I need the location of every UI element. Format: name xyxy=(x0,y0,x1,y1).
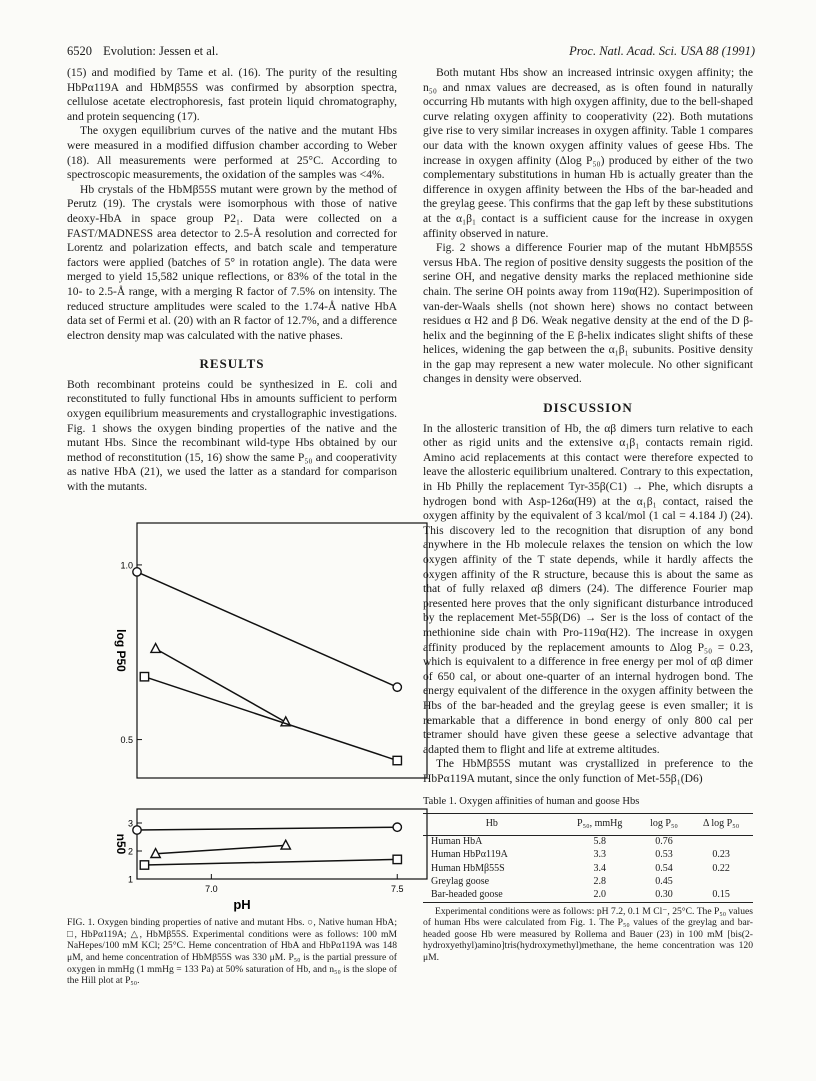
paragraph: The HbMβ55S mutant was crystallized in preference to the HbPα119A mutant, since the only function of Met-55β₁(D6) xyxy=(423,757,753,785)
header-left xyxy=(67,44,218,59)
table-cell: 0.30 xyxy=(639,889,689,903)
series-line xyxy=(156,648,286,721)
paragraph: Hb crystals of the HbMβ55S mutant were grown by the method of Perutz (19). The crystals were isomorphous with those of native deoxy-HbA in space group P2₁. Data were collected on a FAST/MADNESS area detector to 2.5-Å resolution and corrected for Lorentz and polarization effects, and batch scale and temperature factors were applied (batches of 5° in rotation angle). The data were merged to yield 15,582 unique reflections, or 83% of the total in the 10- to 2.5-Å range, with a merging R factor of 7.5% on intensity. The reduced structure amplitudes were scaled to the 1.74-Å native HbA data set of Fermi et al. (20) with an R factor of 12.7%, and a difference electron density map was calculated with the native phases. xyxy=(67,182,397,342)
table-cell: Human HbMβ55S xyxy=(431,862,505,874)
table-cell: 2.8 xyxy=(593,875,606,887)
series-circle xyxy=(133,823,402,834)
table-cell: Human HbA xyxy=(431,836,483,848)
figure-1-chart xyxy=(67,511,404,912)
table-cell: 0.54 xyxy=(655,862,673,874)
x-axis-label: pH xyxy=(233,896,251,912)
table-cell: 0.53 xyxy=(655,849,673,861)
table-footnote: Experimental conditions were as follows: pH 7.2, 0.1 M Cl⁻, 25°C. The P₅₀ values of human Hbs were calculated from Fig. 1. The P₅₀ values of the greylag and bar-headed goose Hb were measured by Rollema and Bauer (23) in 100 mM [bis(2-hydroxyethyl)amino]tris(hydroxymethyl)methane, the heme concentration was 120 μM. xyxy=(423,905,753,964)
data-point-circle xyxy=(133,825,141,833)
paragraph: The oxygen equilibrium curves of the native and the mutant Hbs were measured in a modified diffusion chamber according to Weber (18). All measurements were performed at 25°C. According to spectroscopic measurements, the oxidation of the samples was <4%. xyxy=(67,124,397,182)
table-header-cell: Δ log P₅₀ xyxy=(689,814,753,836)
paragraph: Fig. 2 shows a difference Fourier map of the mutant HbMβ55S versus HbA. The region of positive density suggests the position of the serine OH, and negative density marks the replaced methionine side chain. The serine OH points away from 119α(H2). Superimposition of van-der-Waals shells (not shown here) shows no contact between residues α H2 and β D6. Weak negative density at the end of the D β-helix and the beginning of the E β-helix indicates slight shifts of these helices, widening the gap between the α₁β₁ subunits. Positive density in the gap may represent a new water molecule. No other significant changes in density were observed. xyxy=(423,241,753,386)
table-cell xyxy=(689,875,753,888)
y-tick-label: 0.5 xyxy=(120,734,133,745)
table-row xyxy=(423,862,753,875)
figure-caption: FIG. 1. Oxygen binding properties of native and mutant Hbs. ○, Native human HbA; □, HbPα119A; △, HbMβ55S. Experimental conditions were as follows: 100 mM NaHepes/100 mM KCl; 25°C. Heme concentration of HbA and HbPα119A was 148 μM, and heme concentration of HbMβ55S was 330 μM. P₅₀ is the partial pressure of oxygen in mmHg (1 mmHg = 133 Pa) at 50% saturation of Hb, and n₅₀ is the slope of the Hill plot at P₅₀. xyxy=(67,917,397,987)
left-column xyxy=(67,66,404,987)
y-tick-label: 3 xyxy=(127,818,133,829)
data-point-square xyxy=(140,860,148,868)
table-cell: 0.15 xyxy=(689,889,753,903)
data-point-square xyxy=(140,672,148,680)
series-square xyxy=(140,855,401,869)
table-header-cell: P₅₀, mmHg xyxy=(561,814,639,836)
series-line xyxy=(156,845,286,853)
results-heading: RESULTS xyxy=(199,356,265,372)
table-cell: 0.22 xyxy=(712,862,730,874)
discussion-heading: DISCUSSION xyxy=(543,400,633,416)
series-triangle xyxy=(151,643,291,725)
series-square xyxy=(140,672,401,764)
series-circle xyxy=(133,567,402,691)
data-point-triangle xyxy=(281,840,290,849)
y-axis-label: n50 xyxy=(114,833,128,854)
plot-frame xyxy=(137,809,427,879)
table-row xyxy=(423,835,753,849)
paragraph: (15) and modified by Tame et al. (16). The purity of the resulting HbPα119A and HbMβ55S was confirmed by absorption spectra, cellulose acetate electrophoresis, fast protein liquid chromatography, and protein sequencing (17). xyxy=(67,66,397,123)
table-body xyxy=(423,835,753,902)
plot-frame xyxy=(137,523,427,778)
table-cell: 0.76 xyxy=(655,836,673,848)
series-triangle xyxy=(151,840,291,857)
series-line xyxy=(144,676,397,760)
page-number: 6520 xyxy=(67,44,92,58)
x-tick-label: 7.5 xyxy=(390,883,404,894)
table-row xyxy=(423,889,753,903)
table-cell: 3.3 xyxy=(593,849,606,861)
data-point-circle xyxy=(133,567,141,575)
paragraph: In the allosteric transition of Hb, the αβ dimers turn relative to each other as rigid units and the extensive α₁β₁ contacts remain rigid. Amino acid replacements at this contact were therefore expected to leave the allosteric equilibrium unaltered. Contrary to this expectation, in Hb Philly the replacement Tyr-35β(C1) → Phe, which disrupts a hydrogen bond with Asp-126α(H9) at the α₁β₁ contact, raised the oxygen affinity by the equivalent of 3 kcal/mol (1 cal = 4.184 J) (24). This discovery led to the recognition that disruption of any bond anywhere in the Hb molecule relaxes the tension on which the low oxygen affinity of the T state depends, while it hardly affects the oxygen affinity of the R structure, because this is about the same as that of fully relaxed αβ dimers (24). The difference Fourier map presented here proves that the only significant disturbance introduced by the replacement Met-55β(D6) → Ser is the loss of contact of the methionine side chain with Pro-119α(H2). The increase in oxygen affinity produced by the replacement amounts to Δlog P₅₀ = 0.23, which is equivalent to a difference in free energy per mol of αβ dimer of 650 cal, or about one-quarter of an internal hydrogen bond. The energy equivalent of the difference in the oxygen affinity between the Hbs of the bar-headed and the greylag geese is even smaller; it is remarkable that a difference in bond energy of only 800 cal per tetramer should have given these geese a selective advantage that adapted them to flight and life at extreme altitudes. xyxy=(423,421,753,756)
table-cell: 0.23 xyxy=(712,849,730,861)
x-tick-label: 7.0 xyxy=(205,883,218,894)
log-p50-panel xyxy=(114,523,427,778)
series-line xyxy=(137,827,397,830)
y-tick-label: 1.0 xyxy=(120,560,133,571)
table-title: Table 1. Oxygen affinities of human and goose Hbs xyxy=(423,795,640,807)
y-tick-label: 1 xyxy=(127,874,133,885)
table-cell: Greylag goose xyxy=(431,875,490,887)
n50-panel xyxy=(114,809,427,894)
table-row xyxy=(423,849,753,862)
data-point-circle xyxy=(393,823,401,831)
paragraph: Both mutant Hbs show an increased intrinsic oxygen affinity; the n₅₀ and nmax values are decreased, as is often found in naturally occurring Hb mutants with high oxygen affinity, due to the bell-shaped curve relating oxygen affinity to cooperativity (22). Both mutations give rise to very similar increases in oxygen affinity. Table 1 compares our data with the known oxygen affinity values of geese Hbs. The increase in oxygen affinity (Δlog P₅₀) produced by either of the two complementary substitutions in human Hb is actually greater than the difference in oxygen affinity between the Hbs of the bar-headed and the greylag geese. This confirms that the gap left by these substitutions at the α₁β₁ contact is a sufficient cause for the increase in oxygen affinity observed in nature. xyxy=(423,66,753,240)
table-cell: Bar-headed goose xyxy=(423,889,561,903)
table-1 xyxy=(423,813,753,903)
right-column xyxy=(423,66,753,964)
y-tick-label: 2 xyxy=(127,846,133,857)
table-cell: 2.0 xyxy=(561,889,639,903)
running-title: Evolution: Jessen et al. xyxy=(103,44,219,58)
data-point-triangle xyxy=(151,643,160,652)
data-point-square xyxy=(393,855,401,863)
table-cell: 3.4 xyxy=(593,862,606,874)
series-line xyxy=(137,572,397,687)
table-cell xyxy=(689,835,753,849)
table-row xyxy=(423,875,753,888)
table-cell: Human HbPα119A xyxy=(431,849,508,861)
table-cell: 5.8 xyxy=(593,836,606,848)
table-header-cell: log P₅₀ xyxy=(639,814,689,836)
journal-citation: Proc. Natl. Acad. Sci. USA 88 (1991) xyxy=(569,44,755,58)
data-point-square xyxy=(393,756,401,764)
page-header xyxy=(67,44,755,62)
figure-1 xyxy=(67,511,404,987)
data-point-circle xyxy=(393,683,401,691)
paragraph: Both recombinant proteins could be synthesized in E. coli and reconstituted to fully functional Hbs in amounts sufficient to perform oxygen equilibrium measurements and crystallographic investigations. Fig. 1 shows the oxygen binding properties of the native and the mutant Hbs. Since the recombinant wild-type Hbs obtained by our method of reconstitution (15, 16) show the same P₅₀ and cooperativity as native HbA (21), we used the latter as a standard for comparison with the mutants. xyxy=(67,377,397,494)
table-header-row xyxy=(423,814,753,836)
table-header-cell: Hb xyxy=(423,814,561,836)
table-cell: 0.45 xyxy=(655,875,673,887)
y-axis-label: log P50 xyxy=(114,628,128,672)
series-line xyxy=(144,859,397,865)
